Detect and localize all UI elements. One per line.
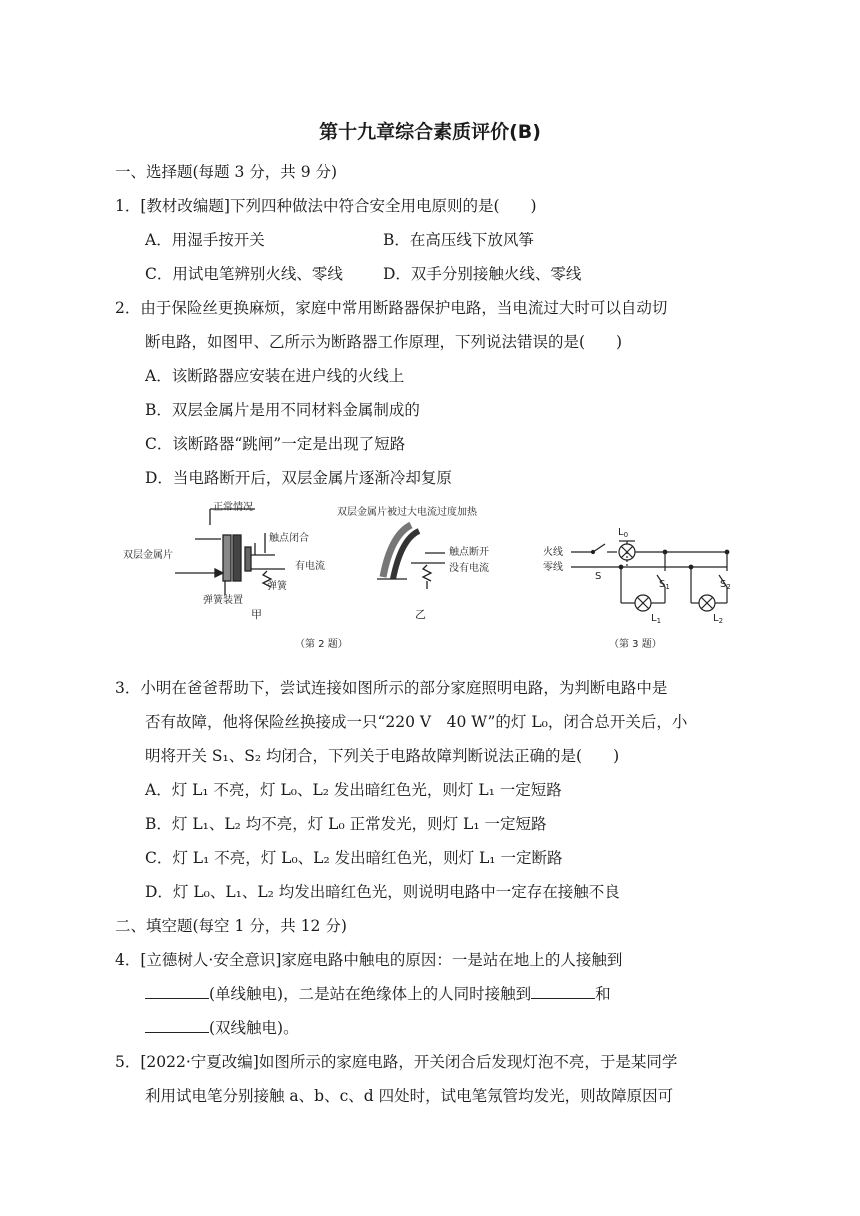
- q3-stem-line2: 否有故障，他将保险丝换接成一只“220 V 40 W”的灯 L₀，闭合总开关后，小: [145, 713, 688, 731]
- jia-spring-label: 弹簧: [267, 581, 287, 592]
- q3-option-c: C．灯 L₁ 不亮，灯 L₀、L₂ 发出暗红色光，则灯 L₁ 一定断路: [145, 849, 563, 867]
- q3-option-a: A．灯 L₁ 不亮，灯 L₀、L₂ 发出暗红色光，则灯 L₁ 一定短路: [145, 781, 562, 799]
- q3-stem-line3: 明将开关 S₁、S₂ 均闭合，下列关于电路故障判断说法正确的是( ): [145, 747, 620, 765]
- jia-normal-label: 正常情况: [213, 502, 253, 513]
- q1-option-b: B．在高压线下放风筝: [383, 231, 534, 249]
- q1-option-d: D．双手分别接触火线、零线: [383, 265, 582, 283]
- q2-stem-line2: 断电路，如图甲、乙所示为断路器工作原理，下列说法错误的是( ): [145, 333, 623, 351]
- page-title: 第十九章综合素质评价(B): [319, 121, 541, 143]
- q3-option-d: D．灯 L₀、L₁、L₂ 均发出暗红色光，则说明电路中一定存在接触不良: [145, 883, 620, 901]
- q4-stem-line1: 4．[立德树人·安全意识]家庭电路中触电的原因：一是站在地上的人接触到: [115, 951, 623, 969]
- q4-blank-2[interactable]: [531, 983, 595, 999]
- jia-bimetal-label: 双层金属片: [123, 550, 173, 561]
- q4-stem-line3: [145, 1016, 299, 1038]
- q1-option-a: A．用湿手按开关: [145, 231, 265, 249]
- lamp-l1-label: $L_1$: [651, 613, 662, 625]
- fire-wire-label: 火线: [543, 547, 563, 558]
- q1-stem: 1．[教材改编题]下列四种做法中符合安全用电原则的是( ): [115, 197, 537, 215]
- q2-option-a: A．该断路器应安装在进户线的火线上: [145, 367, 405, 385]
- q3-option-b: B．灯 L₁、L₂ 均不亮，灯 L₀ 正常发光，则灯 L₁ 一定短路: [145, 815, 547, 833]
- q4-line2-and: 和: [595, 985, 611, 1003]
- switch-s1-label: $S_1$: [659, 579, 670, 591]
- q2-option-c: C．该断路器“跳闸”一定是出现了短路: [145, 435, 406, 453]
- q2-option-b: B．双层金属片是用不同材料金属制成的: [145, 401, 420, 419]
- q4-line3-text: (双线触电)。: [209, 1019, 299, 1037]
- lamp-l2-label: $L_2$: [713, 613, 724, 625]
- q3-stem-line1: 3．小明在爸爸帮助下，尝试连接如图所示的部分家庭照明电路，为判断电路中是: [115, 679, 668, 697]
- section-heading-fill: 二、填空题(每空 1 分，共 12 分): [115, 917, 347, 935]
- yi-figure-label: 乙: [415, 608, 426, 621]
- neutral-wire-label: 零线: [543, 562, 563, 573]
- jia-contact-closed-label: 触点闭合: [269, 533, 309, 544]
- yi-heated-label: 双层金属片被过大电流过度加热: [337, 507, 477, 518]
- switch-s2-label: $S_2$: [720, 579, 731, 591]
- jia-figure-label: 甲: [251, 608, 262, 621]
- figure-caption-q2: （第 2 题）: [295, 639, 348, 650]
- jia-latch-label: 弹簧装置: [203, 595, 243, 606]
- q4-stem-line2: [145, 982, 611, 1004]
- figure-yi: [377, 525, 445, 589]
- switch-s-label: S: [595, 571, 602, 582]
- q2-option-d: D．当电路断开后，双层金属片逐渐冷却复原: [145, 469, 452, 487]
- q2-stem-line1: 2．由于保险丝更换麻烦，家庭中常用断路器保护电路，当电流过大时可以自动切: [115, 299, 668, 317]
- q5-stem-line1: 5．[2022·宁夏改编]如图所示的家庭电路，开关闭合后发现灯泡不亮，于是某同学: [115, 1053, 678, 1071]
- yi-contact-open-label: 触点断开: [449, 547, 489, 558]
- jia-current-label: 有电流: [295, 561, 325, 572]
- q1-option-c: C．用试电笔辨别火线、零线: [145, 265, 343, 283]
- yi-no-current-label: 没有电流: [449, 563, 489, 574]
- lamp-l0-label: $L_0$: [618, 527, 629, 539]
- circuit-figures: [115, 495, 755, 655]
- q5-stem-line2: 利用试电笔分别接触 a、b、c、d 四处时，试电笔氖管均发光，则故障原因可: [145, 1087, 674, 1105]
- q4-blank-1[interactable]: [145, 983, 209, 999]
- q4-blank-3[interactable]: [145, 1017, 209, 1033]
- figure-caption-q3: （第 3 题）: [609, 639, 662, 650]
- section-heading-choice: 一、选择题(每题 3 分，共 9 分): [115, 163, 338, 181]
- q4-line2-text: (单线触电)，二是站在绝缘体上的人同时接触到: [209, 985, 532, 1003]
